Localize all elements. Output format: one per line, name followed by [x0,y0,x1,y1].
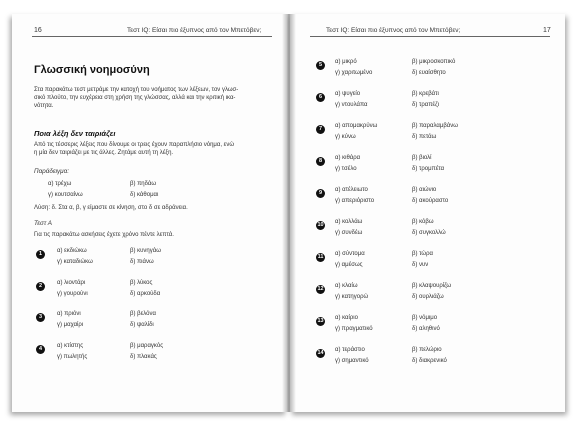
subheading: Ποια λέξη δεν ταιριάζει [34,129,116,138]
option-b: β) αιώνιο [412,187,437,193]
option-d: δ) αρκούδα [130,291,161,297]
instructions-line: Από τις τέσσερις λέξεις που δίνουμε οι τρεις έχουν παραπλήσιο νόημα, ενώ [34,142,235,148]
option-d: δ) συγκολλώ [412,230,446,236]
option-c: γ) κύνω [335,134,356,140]
section-title: Γλωσσική νοημοσύνη [34,64,150,76]
option-d: δ) ουρλιάζω [412,294,444,300]
option-c: γ) σημαντικό [335,358,369,364]
option-b: β) κλαψουρίζω [412,283,452,289]
question-number-badge: 14 [317,350,324,356]
option-c: γ) πραγματικό [335,326,373,332]
question-number-badge: 5 [316,61,325,70]
option-b: β) νόμιμο [412,315,438,321]
option-b: β) πελώριο [412,347,442,353]
test-label: Τεστ Α [34,220,52,227]
option-b: β) κυνηγάω [130,248,161,254]
option-d: δ) ευαίσθητο [412,70,446,76]
example-option-a: α) τρέχω [48,181,72,187]
option-d: δ) διακρενικό [412,358,447,364]
test-instructions: Για τις παρακάτω ασκήσεις έχετε χρόνο πέντε λεπτά. [34,232,174,238]
option-c: γ) τσέλο [335,166,357,172]
example-option-b: β) πηδάω [130,181,157,187]
intro-line: νότητα. [34,103,54,109]
option-a: α) καίριο [335,315,358,321]
option-a: α) λιοντάρι [57,280,86,286]
option-a: α) σύντομα [335,251,365,257]
header-rule [32,36,272,37]
option-a: α) κιθάρα [335,155,361,161]
option-b: β) τώρα [412,251,433,257]
option-b: β) λύκος [130,280,153,286]
option-b: β) βιολί [412,155,432,161]
option-a: α) κτίστης [57,343,84,349]
option-d: δ) τραπέζι [412,102,439,108]
option-c: γ) απεριόριστο [335,198,375,204]
question-number-badge: 6 [316,93,325,102]
option-a: α) κολλάω [335,219,363,225]
question-number-badge: 3 [36,313,45,322]
option-d: δ) τρομπέτα [412,166,445,172]
option-c: γ) μαχαίρι [57,322,84,328]
question-number-badge: 2 [36,282,45,291]
option-a: α) εκδιώκω [57,248,87,254]
page-number: 16 [34,27,42,34]
intro-line: σικό πλούτο, την ευχέρεια στη χρήση της γλώσσας, αλλά και την κριτική ικα- [34,95,236,101]
example-label: Παράδειγμα: [34,168,69,175]
question-number-badge: 8 [316,157,325,166]
solution: Λύση: δ. Στα α, β, γ είμαστε σε κίνηση, στο δ σε αδράνεια. [34,205,188,211]
option-d: δ) αληθινό [412,326,440,332]
option-a: α) μικρό [335,59,357,65]
book-gutter [282,14,296,412]
question-number-badge: 4 [36,345,45,354]
question-number-badge: 11 [317,254,324,260]
option-b: β) βελόνα [130,311,156,317]
option-b: β) μικροσκοπικό [412,59,456,65]
option-c: γ) πωλητής [57,354,88,360]
option-a: α) απομακρύνω [335,123,378,129]
option-b: β) κόβω [412,219,434,225]
header-rule [310,36,550,37]
example-option-c: γ) κουτσαίνω [48,192,83,198]
option-a: α) ατέλειωτο [335,187,368,193]
option-d: δ) ψαλίδι [130,322,154,328]
question-number-badge: 7 [316,125,325,134]
option-d: δ) νυν [412,262,429,268]
option-d: δ) ακούραστο [412,198,449,204]
option-c: γ) συνδέω [335,230,363,236]
open-book [12,14,565,412]
option-c: γ) αμέσως [335,262,363,268]
option-a: α) κλαίω [335,283,358,289]
running-header: Τεστ IQ: Είσαι πιο έξυπνος από τον Μπετόβεν; [127,27,262,34]
question-number-badge: 1 [36,250,45,259]
question-number-badge: 12 [317,286,324,292]
option-b: β) μαραγκός [130,343,164,349]
option-a: α) τεράστιο [335,347,365,353]
left-page [12,14,287,412]
example-option-d: δ) κάθομαι [130,192,159,198]
intro-paragraph [34,86,279,110]
instructions-paragraph [34,141,279,157]
option-c: γ) χαριτωμένο [335,70,373,76]
option-b: β) παραλαμβάνω [412,123,458,129]
option-c: γ) κατηγορώ [335,294,369,300]
option-c: γ) ντουλάπα [335,102,368,108]
intro-line: Στα παρακάτω τεστ μετράμε την κατοχή του νοήματος των λέξεων, τον γλωσ- [34,87,239,93]
option-b: β) κρεβάτι [412,91,439,97]
option-d: δ) πιάνω [130,259,154,265]
question-number-badge: 9 [316,189,325,198]
question-number-badge: 13 [317,318,324,324]
option-a: α) πριόνι [57,311,81,317]
option-d: δ) πλακάς [130,354,157,360]
instructions-line: η μία δεν ταιριάζει με τις άλλες. Ζητάμε αυτή τη λέξη. [34,150,174,156]
running-header: Τεστ IQ: Είσαι πιο έξυπνος από τον Μπετόβεν; [326,27,461,34]
option-c: γ) καταδιώκω [57,259,93,265]
option-a: α) ψυγείο [335,91,361,97]
option-d: δ) πετάω [412,134,437,140]
question-number-badge: 10 [317,222,324,228]
option-c: γ) γουρούνι [57,291,88,297]
right-page [290,14,565,412]
page-number: 17 [543,27,551,34]
